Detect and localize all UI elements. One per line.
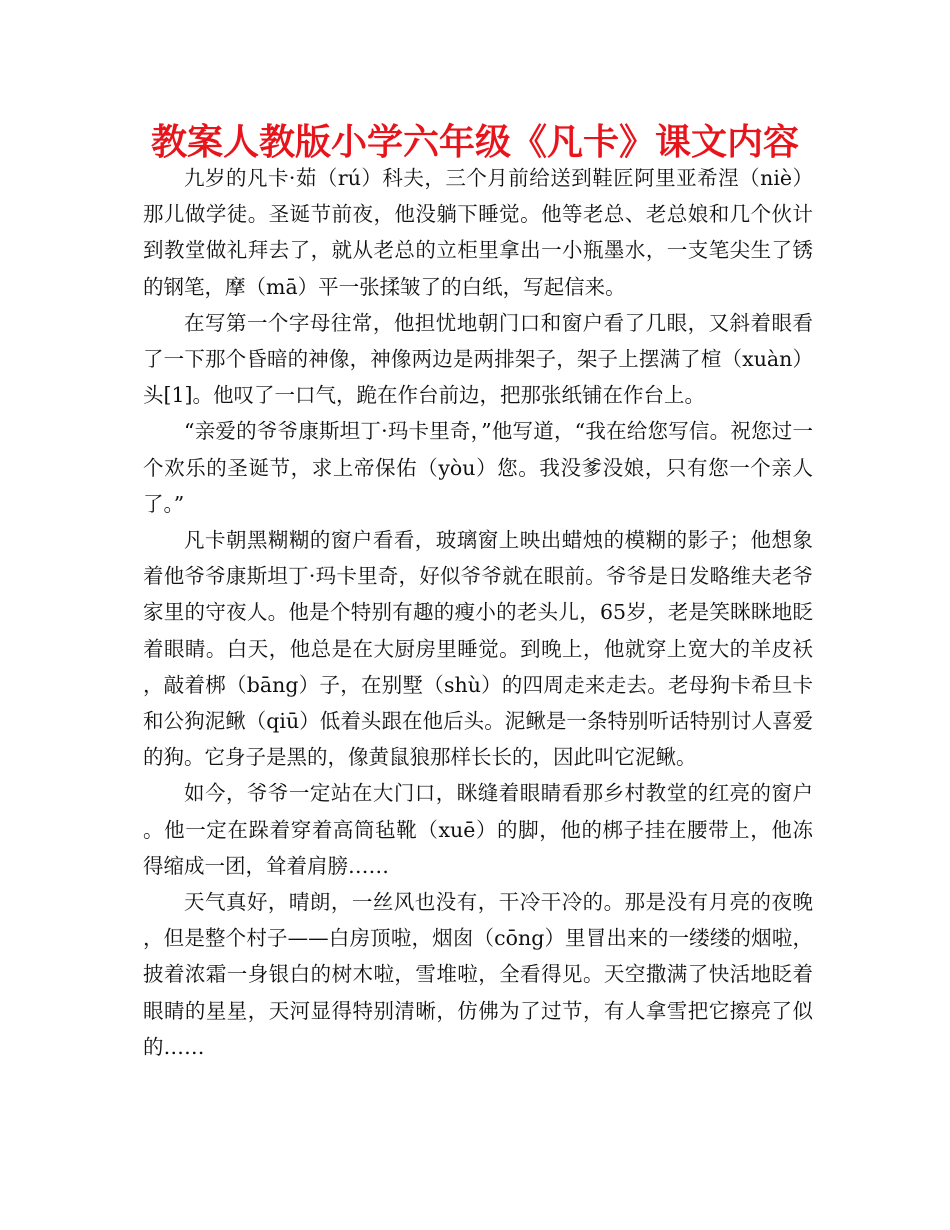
paragraph-1: 九岁的凡卡·茹（rú）科夫，三个月前给送到鞋匠阿里亚希涅（niè）那儿做学徒。圣诞节前夜，他没躺下睡觉。他等老总、老总娘和几个伙计到教堂做礼拜去了，就从老总的立柜里拿出一小瓶墨水，一支笔尖生了锈的钢笔，摩（mā）平一张揉皱了的白纸，写起信来。 <box>143 166 813 299</box>
document-body <box>143 160 813 1065</box>
paragraph-4: 凡卡朝黑糊糊的窗户看看，玻璃窗上映出蜡烛的模糊的影子；他想象着他爷爷康斯坦丁·玛卡里奇，好似爷爷就在眼前。爷爷是日发略维夫老爷家里的守夜人。他是个特别有趣的瘦小的老头儿，65岁，老是笑眯眯地眨着眼睛。白天，他总是在大厨房里睡觉。到晚上，他就穿上宽大的羊皮袄，敲着梆（bāng）子，在别墅（shù）的四周走来走去。老母狗卡希旦卡和公狗泥鳅（qiū）低着头跟在他后头。泥鳅是一条特别听话特别讨人喜爱的狗。它身子是黑的，像黄鼠狼那样长长的，因此叫它泥鳅。 <box>143 528 813 770</box>
paragraph-3: “亲爱的爷爷康斯坦丁·玛卡里奇，”他写道，“我在给您写信。祝您过一个欢乐的圣诞节，求上帝保佑（yòu）您。我没爹没娘，只有您一个亲人了。” <box>143 419 813 516</box>
paragraph-2: 在写第一个字母往常，他担忧地朝门口和窗户看了几眼，又斜着眼看了一下那个昏暗的神像，神像两边是两排架子，架子上摆满了楦（xuàn）头[1]。他叹了一口气，跪在作台前边，把那张纸铺在作台上。 <box>143 310 813 408</box>
document-title: 教案人教版小学六年级《凡卡》课文内容 <box>150 122 799 163</box>
paragraph-5: 如今，爷爷一定站在大门口，眯缝着眼睛看那乡村教堂的红亮的窗户。他一定在跺着穿着高筒毡靴（xuē）的脚，他的梆子挂在腰带上，他冻得缩成一团，耸着肩膀…… <box>143 781 813 878</box>
paragraph-6: 天气真好，晴朗，一丝风也没有，干冷干冷的。那是没有月亮的夜晚，但是整个村子——白房顶啦，烟囱（cōng）里冒出来的一缕缕的烟啦，披着浓霜一身银白的树木啦，雪堆啦，全看得见。天空撒满了快活地眨着眼睛的星星，天河显得特别清晰，仿佛为了过节，有人拿雪把它擦亮了似的…… <box>143 890 813 1059</box>
